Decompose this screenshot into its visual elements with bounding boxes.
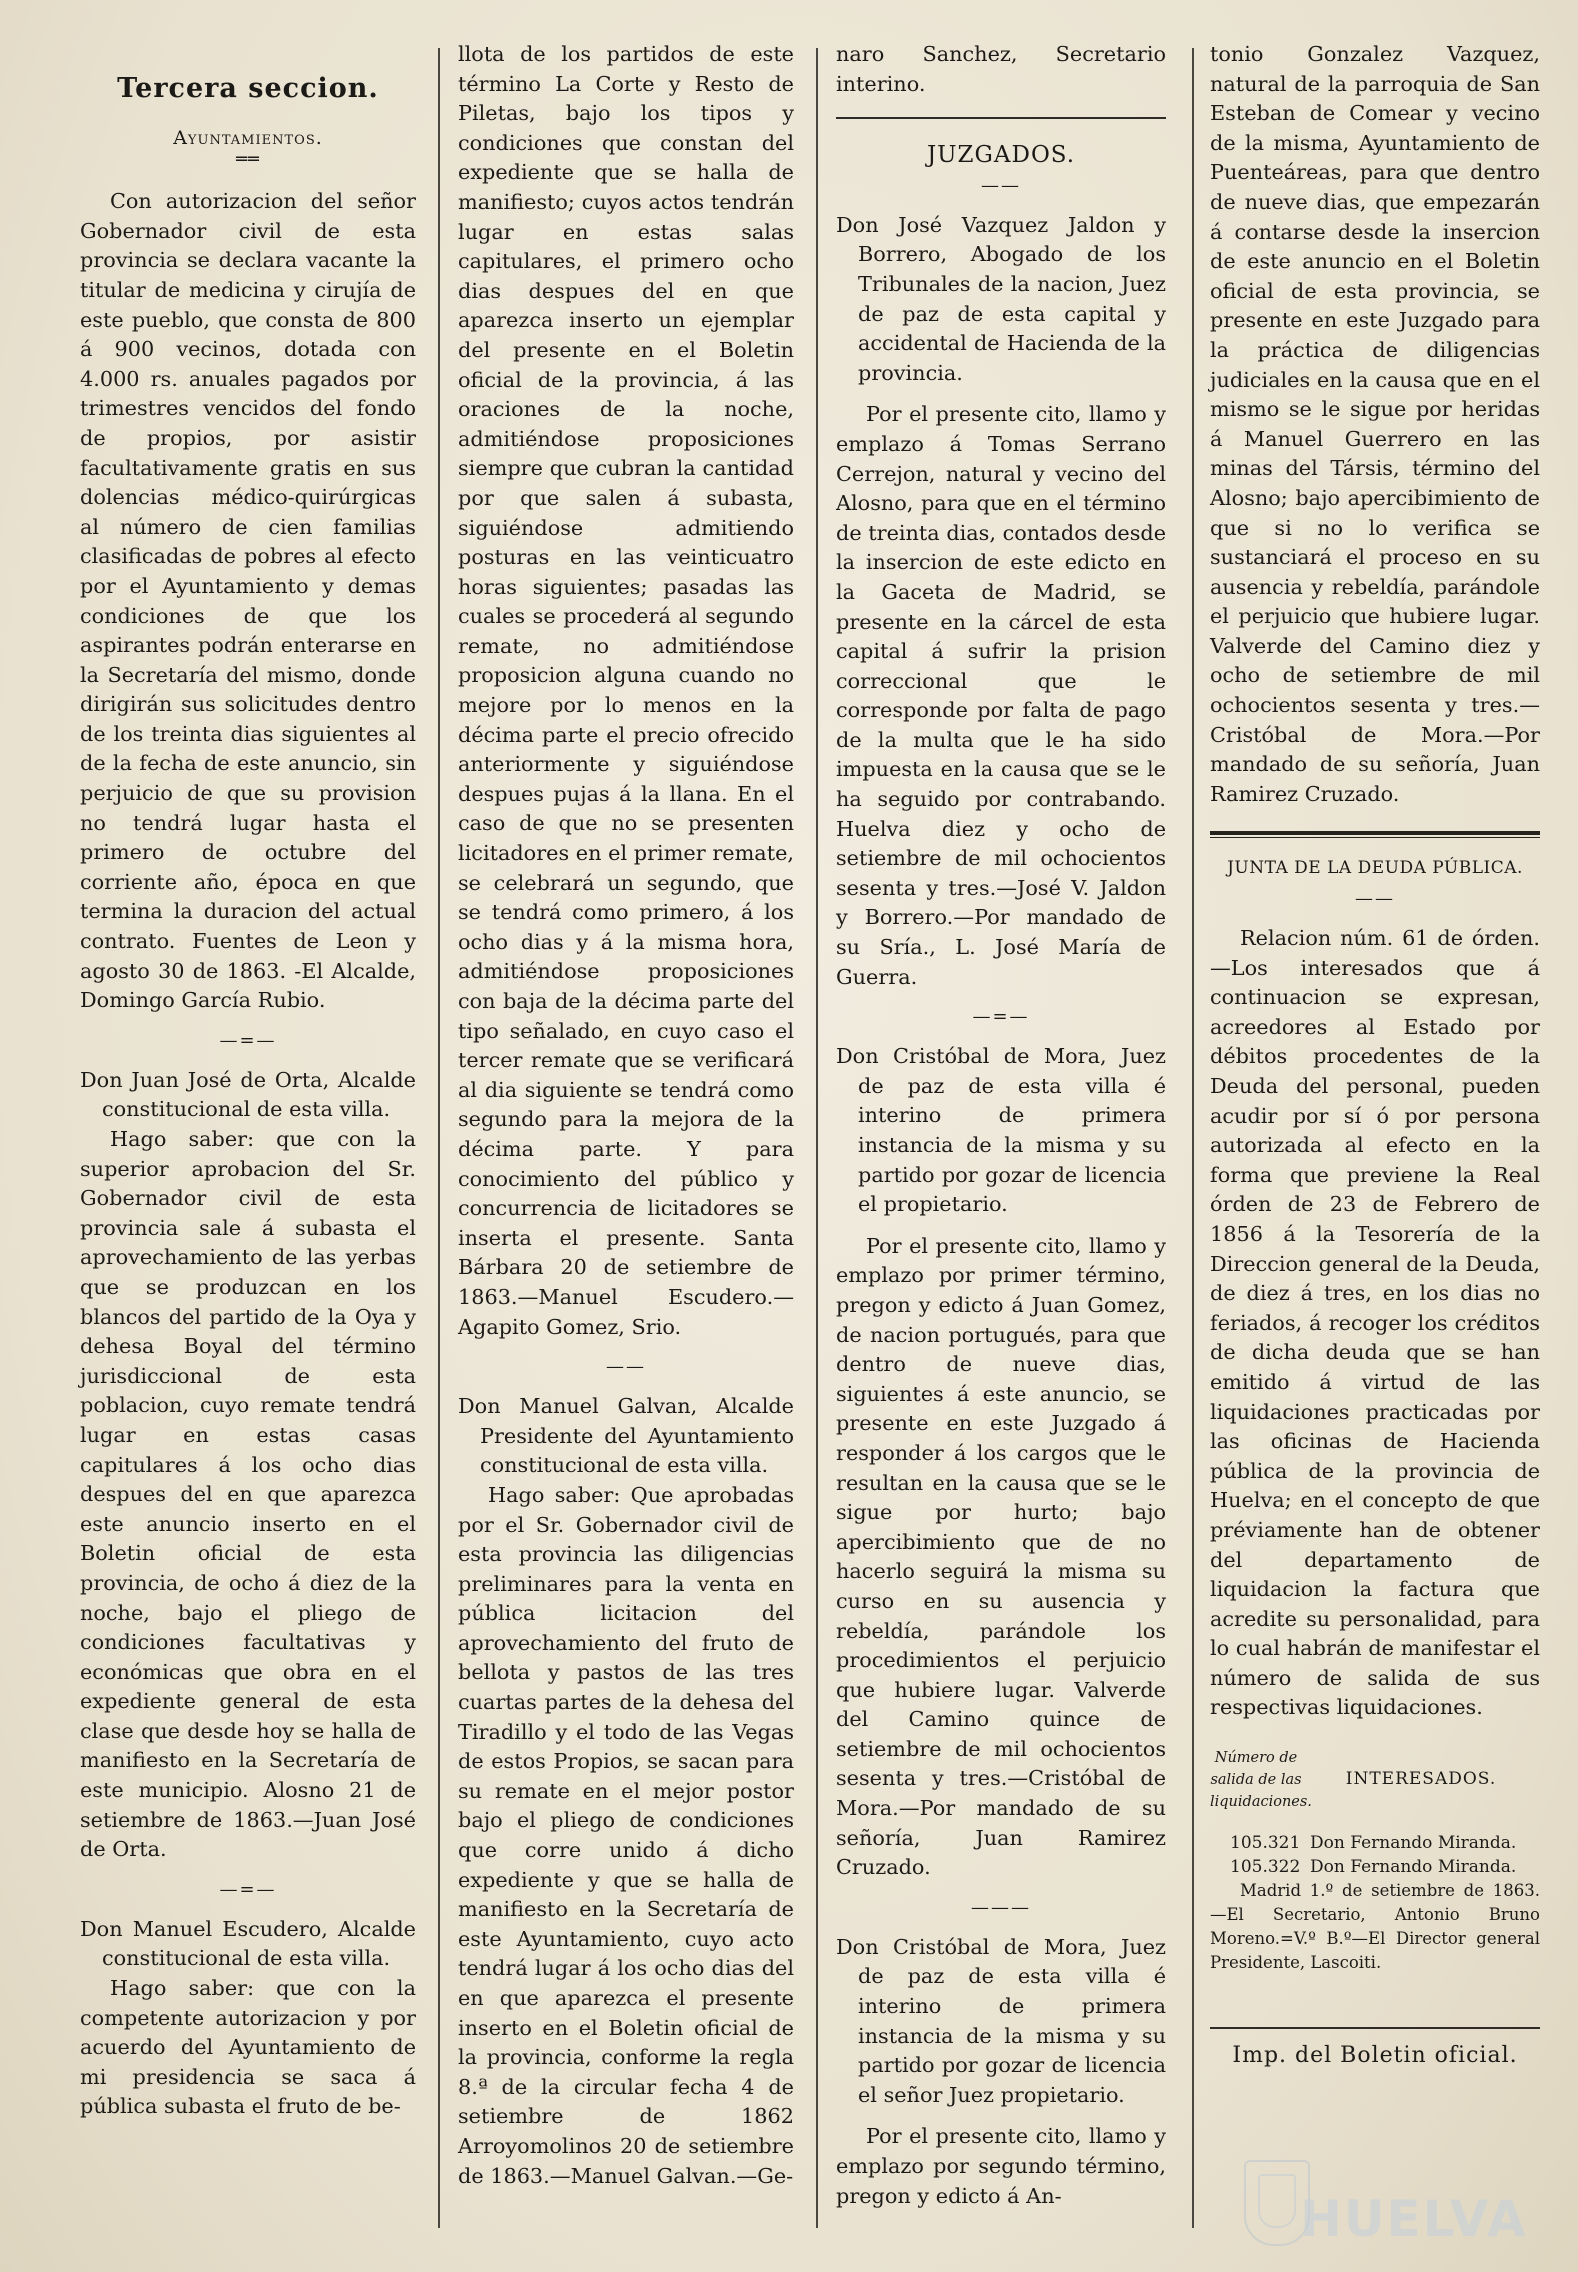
separator: ══ [236,149,260,171]
notice-heading: Don José Vazquez Jaldon y Borrero, Abogado de los Tribunales de la nacion, Juez de paz de esta capital y accidental de Hacienda de la provincia. [836,212,1166,385]
paragraph: Hago saber: Que aprobadas por el Sr. Gobernador civil de esta provincia las diligencias preliminares para la venta en pública licitacion del aprovechamiento del fruto de bellota y pastos de las tres cuartas partes de la dehesa del Tiradillo y el todo de las Vegas de estos Propios, se sacan para su remate en el mejor postor bajo el pliego de condiciones que corre unido á dicho expediente y que se halla de manifiesto en la Secretaría de este Ayuntamiento, cuyo acto tendrá lugar á los ocho dias del en que aparezca el presente inserto en el Boletin oficial de la provincia, conforme la regla 8.ª de la circular fecha 4 de setiembre de 1862 Arroyomolinos 20 de setiembre de 1863.—Manuel Galvan.—Ge- [458,1482,794,2188]
column-2 [458,40,794,2191]
table-header-number: Número de salida de las liquidaciones. [1210,1750,1312,1811]
horizontal-rule [1210,2027,1540,2029]
separator: —— [981,174,1021,196]
table-header-interesados: INTERESADOS. [1345,1769,1497,1790]
row-number: 105.321 [1230,1833,1301,1854]
section-title-juzgados: JUZGADOS. [926,142,1076,169]
spacer [836,388,1166,400]
watermark: HUELVA [1300,2190,1528,2248]
row-name: Don Fernando Miranda. [1310,1833,1517,1854]
paragraph: Hago saber: que con la superior aprobacion del Sr. Gobernador civil de esta provincia sale á subasta el aprovechamiento de las yerbas que se produzcan en los blancos del partido de la Oya y dehesa Boyal del término jurisdiccional de esta poblacion, cuyo remate tendrá lugar en estas casas capitulares á los ocho dias despues del en que aparezca este anuncio inserto en el Boletin oficial de esta provincia, de ocho á diez de la noche, bajo el pliego de condiciones facultativas y económicas que obra en el expediente general de esta clase que desde hoy se halla de manifiesto en la Secretaría de este municipio. Alosno 21 de setiembre de 1863.—Juan José de Orta. [80,1127,416,1862]
paragraph: tonio Gonzalez Vazquez, natural de la parroquia de San Esteban de Comear y vecino de la misma, Ayuntamiento de Puenteáreas, para que dentro de nueve dias, que empezarán á contarse desde la insercion de este anuncio en el Boletin oficial de esta provincia, se presente en este Juzgado para la práctica de diligencias judiciales en la causa que en el mismo se le sigue por heridas á Manuel Guerrero en las minas del Társis, término del Alosno; bajo apercibimiento de que si no lo verifica se sustanciará el proceso en su ausencia y rebeldía, parándole el perjuicio que hubiere lugar. Valverde del Camino diez y ocho de setiembre de mil ochocientos sesenta y tres.—Cristóbal de Mora.—Por mandado de su señoría, Juan Ramirez Cruzado. [1210,42,1540,806]
column-rule-1 [438,48,440,2228]
paragraph: Por el presente cito, llamo y emplazo á Tomas Serrano Cerrejon, natural y vecino del Alosno, para que en el término de treinta dias, contados desde la insercion de este edicto en la Gaceta de Madrid, se presente en la cárcel de esta capital á sufrir la prision correccional que le corresponde por falta de pago de la multa que le ha sido impuesta en la causa que se le ha seguido por contrabando. Huelva diez y ocho de setiembre de mil ochocientos sesenta y tres.—José V. Jaldon y Borrero.—Por mandado de su Sría., L. José María de Guerra. [836,402,1166,989]
table-row [1210,1855,1540,1879]
paragraph: Con autorizacion del señor Gobernador civil de esta provincia se declara vacante la titular de medicina y cirujía de este pueblo, que consta de 800 á 900 vecinos, dotada con 4.000 rs. anuales pagados por trimestres vencidos del fondo de propios, por asistir facultativamente gratis en sus dolencias médico-quirúrgicas al número de cien familias clasificadas de pobres al efecto por el Ayuntamiento y demas condiciones de que los aspirantes podrán enterarse en la Secretaría del mismo, donde dirigirán sus solicitudes dentro de los treinta dias siguientes al de la fecha de este anuncio, sin perjuicio de que su provision no tendrá lugar hasta el primero de octubre del corriente año, época en que termina la duracion del actual contrato. Fuentes de Leon y agosto 30 de 1863. -El Alcalde, Domingo García Rubio. [80,189,416,1013]
column-3 [836,40,1166,2211]
horizontal-rule [836,117,1166,119]
paragraph: Hago saber: que con la competente autorizacion y por acuerdo del Ayuntamiento de mi presidencia se saca á pública subasta el fruto de be- [80,1976,416,2119]
table-row [1210,1831,1540,1855]
column-rule-3 [1192,48,1194,2228]
horizontal-rule [1210,831,1540,838]
notice-heading: Don Cristóbal de Mora, Juez de paz de esta villa é interino de primera instancia de la misma y su partido por gozar de licencia el propietario. [836,1044,1166,1217]
paragraph: Por el presente cito, llamo y emplazo por segundo término, pregon y edicto á An- [836,2124,1166,2208]
table-header [1210,1747,1540,1813]
spacer [836,1220,1166,1232]
separator: —— [606,1356,646,1378]
row-name: Don Fernando Miranda. [1310,1857,1517,1878]
notice-heading: Don Manuel Escudero, Alcalde constitucional de esta villa. [80,1916,416,1971]
row-number: 105.322 [1230,1857,1301,1878]
table-body [1210,1831,1540,1879]
separator: ——— [971,1896,1031,1918]
spacer [836,2110,1166,2122]
section-title: Tercera seccion. [117,73,379,104]
column-rule-2 [816,48,818,2228]
section-subhead: Ayuntamientos. [173,126,323,149]
notice-heading: Don Cristóbal de Mora, Juez de paz de esta villa é interino de primera instancia de la misma y su partido por gozar de licencia el señor Juez propietario. [836,1934,1166,2107]
separator: —=— [972,1006,1030,1028]
separator: —=— [219,1029,277,1051]
column-4 [1210,40,1540,2071]
signature-note: Madrid 1.º de setiembre de 1863. —El Secretario, Antonio Bruno Moreno.=V.º B.º—El Director general Presidente, Lascoiti. [1210,1881,1540,1973]
separator: —— [1355,888,1395,910]
notice-heading: Don Manuel Galvan, Alcalde Presidente del Ayuntamiento constitucional de esta villa. [458,1394,794,1478]
notice-heading: Don Juan José de Orta, Alcalde constitucional de esta villa. [80,1067,416,1122]
separator: —=— [219,1878,277,1900]
column-1 [80,40,416,2122]
paragraph: Relacion núm. 61 de órden.—Los interesados que á continuacion se expresan, acreedores al Estado por débitos procedentes de la Deuda del personal, pueden acudir por sí ó por persona autorizada al efecto en la forma que previene la Real órden de 23 de Febrero de 1856 á la Tesorería de la Direccion general de la Deuda, de diez á tres, en los dias no feriados, á recoger los créditos de dicha deuda que se han emitido á virtud de las liquidaciones practicadas por las oficinas de Hacienda pública de la provincia de Huelva; en el concepto de que préviamente han de obtener del departamento de liquidacion la factura que acredite su personalidad, para lo cual habrán de manifestar el número de salida de sus respectivas liquidaciones. [1210,926,1540,1720]
imprint: Imp. del Boletin oficial. [1232,2043,1518,2069]
section-title-junta: JUNTA DE LA DEUDA PÚBLICA. [1227,858,1523,879]
paragraph: llota de los partidos de este término La Corte y Resto de Piletas, bajo los tipos y condiciones que constan del expediente que se halla de manifiesto; cuyos actos tendrán lugar en estas salas capitulares, el primero ocho dias despues del en que aparezca inserto un ejemplar del presente en el Boletin oficial de la provincia, á las oraciones de la noche, admitiéndose proposiciones siempre que cubran la cantidad por que salen á subasta, siguiéndose admitiendo posturas en las veinticuatro horas siguientes; pasadas las cuales se procederá al segundo remate, no admitiéndose proposicion alguna cuando no mejore por lo menos en la décima parte el precio ofrecido anteriormente y siguiéndose despues pujas á la llana. En el caso de que no se presenten licitadores en el primer remate, se celebrará un segundo, que se tendrá como primero, á los ocho dias y á la misma hora, admitiéndose proposiciones con baja de la décima parte del tipo señalado, en cuyo caso el tercer remate que se verificará al dia siguiente se tendrá como segundo para la mejora de la décima parte. Y para conocimiento del público y concurrencia de licitadores se inserta el presente. Santa Bárbara 20 de setiembre de 1863.—Manuel Escudero.—Agapito Gomez, Srio. [458,42,794,1339]
paragraph: Por el presente cito, llamo y emplazo por primer término, pregon y edicto á Juan Gomez, de nacion portugués, para que dentro de nueve dias, siguientes á este anuncio, se presente en este Juzgado á responder á los cargos que le resultan en la causa que se le sigue por hurto; bajo apercibimiento que de no hacerlo seguirá la misma su curso en su ausencia y rebeldía, parándole los procedimientos el perjuicio que hubiere lugar. Valverde del Camino quince de setiembre de mil ochocientos sesenta y tres.—Cristóbal de Mora.—Por mandado de su señoría, Juan Ramirez Cruzado. [836,1233,1166,1880]
paragraph: naro Sanchez, Secretario interino. [836,42,1166,96]
